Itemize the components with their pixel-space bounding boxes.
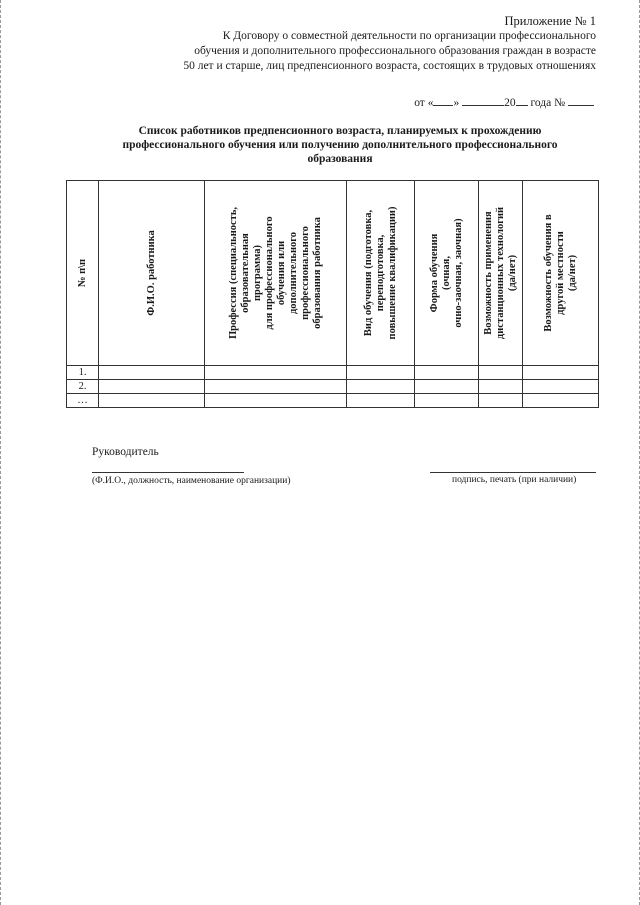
table-header-row xyxy=(67,181,599,366)
annex-title: Приложение № 1 xyxy=(504,14,596,28)
number-blank xyxy=(568,94,594,106)
table-cell xyxy=(99,366,205,380)
column-header-number: № п\п xyxy=(67,181,99,366)
signature-stamp-caption: подпись, печать (при наличии) xyxy=(452,475,577,485)
row-number-cell: … xyxy=(67,394,99,408)
table-cell xyxy=(479,366,523,380)
year-prefix: 20 xyxy=(504,97,516,109)
page-edge-left xyxy=(0,0,4,905)
year-blank xyxy=(516,94,528,106)
header-line-3: 50 лет и старше, лиц предпенсионного возраста, состоящих в трудовых отношениях xyxy=(183,60,596,72)
column-header-training-type: Вид обучения (подготовка, переподготовка, повышение квалификации) xyxy=(347,181,415,366)
table-cell xyxy=(479,380,523,394)
table-cell xyxy=(347,394,415,408)
year-suffix: года xyxy=(530,97,552,109)
column-header-profession: Профессия (специальность, образовательная программа) для профессионального обучения или дополнительного профессионального образования работника xyxy=(205,181,347,366)
date-from-label: от xyxy=(414,97,425,109)
table-row xyxy=(67,366,599,380)
table-cell xyxy=(415,394,479,408)
table-cell xyxy=(523,394,599,408)
page-edge-right xyxy=(636,0,640,905)
workers-table xyxy=(66,180,599,408)
table-cell xyxy=(205,380,347,394)
table-cell xyxy=(523,366,599,380)
document-header xyxy=(76,14,596,74)
column-header-training-form: Форма обучения (очная, очно-заочная, заочная) xyxy=(415,181,479,366)
title-line-1: Список работников предпенсионного возраста, планируемых к прохождению xyxy=(138,125,542,137)
table-cell xyxy=(523,380,599,394)
table-cell xyxy=(99,380,205,394)
table-cell xyxy=(347,380,415,394)
date-line xyxy=(414,94,594,109)
day-blank xyxy=(433,94,453,106)
table-row xyxy=(67,394,599,408)
table-row xyxy=(67,380,599,394)
table-cell xyxy=(205,366,347,380)
head-label: Руководитель xyxy=(92,446,159,458)
column-header-other-location: Возможность обучения в другой местности (да/нет) xyxy=(523,181,599,366)
name-position-caption: (Ф.И.О., должность, наименование организации) xyxy=(92,476,291,486)
column-header-distance-learning: Возможность применения дистанционных технологий (да/нет) xyxy=(479,181,523,366)
title-line-3: образования xyxy=(307,153,373,165)
number-sign: № xyxy=(554,97,566,109)
table-cell xyxy=(415,366,479,380)
column-header-full-name: Ф.И.О. работника xyxy=(99,181,205,366)
date-close-quote: » xyxy=(453,97,460,109)
table-cell xyxy=(205,394,347,408)
table-cell xyxy=(479,394,523,408)
row-number-cell: 2. xyxy=(67,380,99,394)
row-number-cell: 1. xyxy=(67,366,99,380)
date-open-quote: « xyxy=(427,97,434,109)
table-cell xyxy=(347,366,415,380)
name-signature-line xyxy=(92,472,244,473)
table-cell xyxy=(415,380,479,394)
document-title xyxy=(80,124,600,166)
month-blank xyxy=(462,94,504,106)
stamp-signature-line xyxy=(430,472,596,473)
header-line-1: К Договору о совместной деятельности по организации профессионального xyxy=(222,30,596,42)
header-line-2: обучения и дополнительного профессионального образования граждан в возрасте xyxy=(194,45,596,57)
table-cell xyxy=(99,394,205,408)
title-line-2: профессионального обучения или получению дополнительного профессионального xyxy=(122,139,558,151)
